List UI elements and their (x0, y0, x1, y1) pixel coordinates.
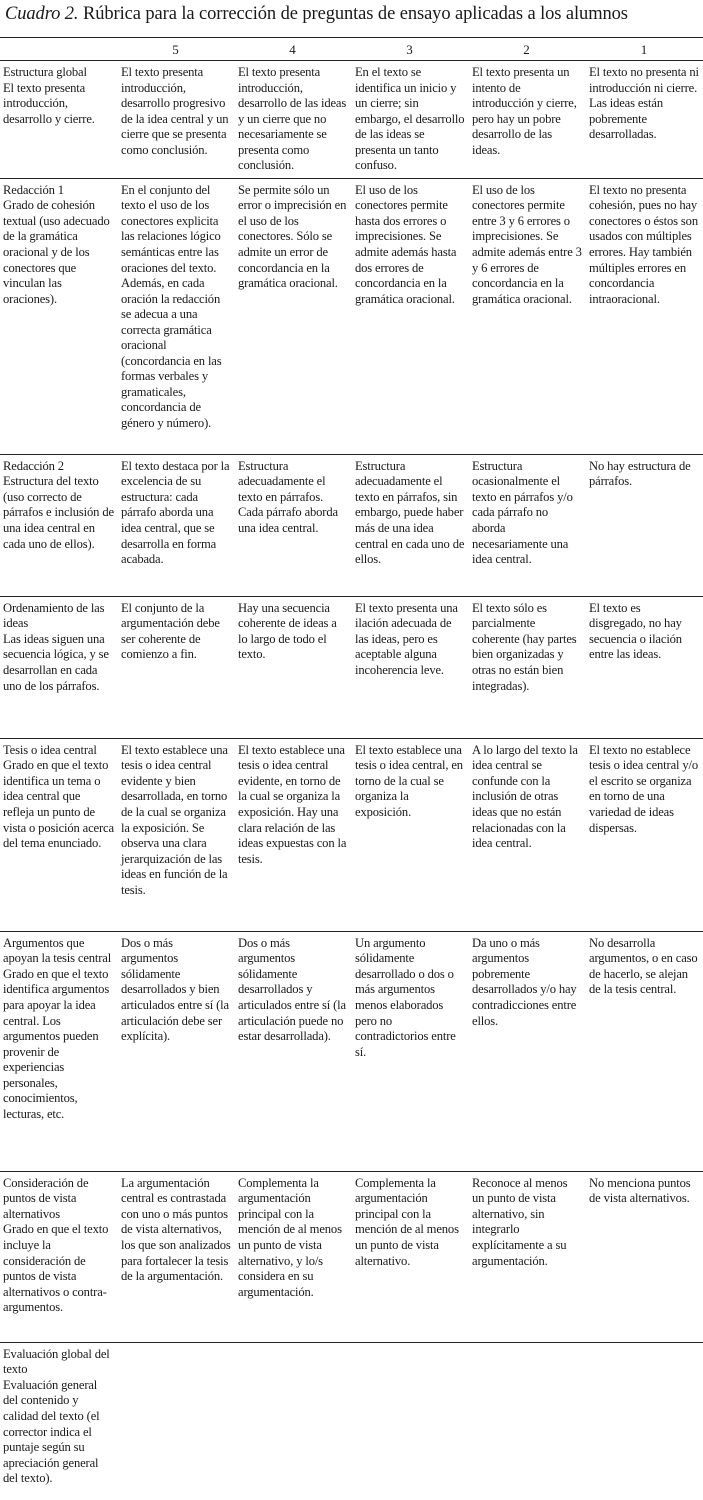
score-1-cell (585, 1342, 703, 1492)
score-3-cell: En el texto se identifica un inicio y un cierre; sin embargo, el desarrollo de las ideas se presenta un tanto confuso. (351, 61, 468, 179)
criterion-name: Redacción 1 (3, 182, 64, 197)
table-row (0, 931, 703, 1171)
header-score-3: 3 (351, 38, 468, 61)
rubric-table (0, 37, 703, 1492)
score-3-cell: El texto establece una tesis o idea central, en torno de la cual se organiza la exposición. (351, 738, 468, 931)
criterion-description: Grado en que el texto identifica argumentos para apoyar la idea central. Los argumentos pueden provenir de experiencias personales, conocimientos, lecturas, etc. (3, 966, 110, 1121)
score-5-cell: El texto establece una tesis o idea central evidente y bien desarrollada, en torno de la cual se organiza la exposición. Se observa una clara jerarquización de las ideas en función de la tesis. (117, 738, 234, 931)
score-1-cell: No menciona puntos de vista alternativos. (585, 1171, 703, 1342)
score-5-cell: La argumentación central es contrastada con uno o más puntos de vista alternativos, los que son analizados para fortalecer la tesis de la argumentación. (117, 1171, 234, 1342)
table-row (0, 596, 703, 738)
table-row (0, 1171, 703, 1342)
table-row (0, 454, 703, 596)
score-2-cell: El texto sólo es parcialmente coherente (hay partes bien organizadas y otras no están bien integradas). (468, 596, 585, 738)
header-score-5: 5 (117, 38, 234, 61)
score-2-cell: A lo largo del texto la idea central se confunde con la inclusión de otras ideas que no están relacionadas con la idea central. (468, 738, 585, 931)
criterion-description: El texto presenta introducción, desarrollo y cierre. (3, 80, 95, 126)
score-4-cell: El texto presenta introducción, desarrollo de las ideas y un cierre que no necesariamente se presenta como conclusión. (234, 61, 351, 179)
criterion-name: Tesis o idea central (3, 742, 97, 757)
score-1-cell: No hay estructura de párrafos. (585, 454, 703, 596)
score-4-cell: Estructura adecuadamente el texto en párrafos. Cada párrafo aborda una idea central. (234, 454, 351, 596)
table-row (0, 1342, 703, 1492)
score-5-cell: Dos o más argumentos sólidamente desarrollados y bien articulados entre sí (la articulación debe ser explícita). (117, 931, 234, 1171)
score-4-cell: Complementa la argumentación principal con la mención de al menos un punto de vista alternativo, y lo/s considera en su argumentación. (234, 1171, 351, 1342)
score-5-cell: En el conjunto del texto el uso de los conectores explicita las relaciones lógico semánticas entre las oraciones del texto. Además, en cada oración la redacción se adecua a una correcta gramática oracional (concordancia en las formas verbales y gramaticales, concordancia de género y número). (117, 178, 234, 454)
score-1-cell: El texto no establece tesis o idea central y/o el escrito se organiza en torno de una variedad de ideas dispersas. (585, 738, 703, 931)
header-criterion (0, 38, 117, 61)
score-3-cell (351, 1342, 468, 1492)
score-3-cell: Un argumento sólidamente desarrollado o dos o más argumentos menos elaborados pero no contradictorios entre sí. (351, 931, 468, 1171)
header-row (0, 38, 703, 61)
criterion-description: Grado en que el texto incluye la consideración de puntos de vista alternativos o contra-argumentos. (3, 1222, 109, 1315)
score-2-cell: Da uno o más argumentos pobremente desarrollados y/o hay contradicciones entre ellos. (468, 931, 585, 1171)
criterion-name: Estructura global (3, 65, 87, 79)
score-5-cell (117, 1342, 234, 1492)
caption-title: Rúbrica para la corrección de preguntas de ensayo aplicadas a los alumnos (82, 4, 628, 24)
table-row (0, 61, 703, 179)
criterion-description: Las ideas siguen una secuencia lógica, y se desarrollan en cada uno de los párrafos. (3, 631, 109, 693)
criterion-cell (0, 61, 117, 179)
score-1-cell: No desarrolla argumentos, o en caso de hacerlo, se alejan de la tesis central. (585, 931, 703, 1171)
criterion-cell (0, 178, 117, 454)
caption-label: Cuadro 2. (5, 4, 79, 24)
score-2-cell: Reconoce al menos un punto de vista alternativo, sin integrarlo explícitamente a su argumentación. (468, 1171, 585, 1342)
criterion-description: Grado en que el texto identifica un tema o idea central que refleja un punto de vista o posición acerca del tema enunciado. (3, 758, 114, 851)
table-row (0, 738, 703, 931)
criterion-cell (0, 931, 117, 1171)
score-1-cell: El texto es disgregado, no hay secuencia o ilación entre las ideas. (585, 596, 703, 738)
criterion-description: Grado de cohesión textual (uso adecuado de la gramática oracional y de los conectores que vinculan las oraciones). (3, 198, 110, 306)
score-1-cell: El texto no presenta ni introducción ni cierre. Las ideas están pobremente desarrolladas. (585, 61, 703, 179)
score-5-cell: El texto destaca por la excelencia de su estructura: cada párrafo aborda una idea central, que se desarrolla en forma acabada. (117, 454, 234, 596)
criterion-name: Ordenamiento de las ideas (3, 600, 105, 631)
criterion-description: Estructura del texto (uso correcto de párrafos e inclusión de una idea central en cada uno de ellos). (3, 474, 114, 551)
criterion-name: Evaluación global del texto (3, 1346, 110, 1377)
criterion-cell (0, 1342, 117, 1492)
header-score-4: 4 (234, 38, 351, 61)
score-4-cell: Hay una secuencia coherente de ideas a lo largo de todo el texto. (234, 596, 351, 738)
table-caption (5, 3, 703, 25)
criterion-cell (0, 1171, 117, 1342)
score-2-cell: Estructura ocasionalmente el texto en párrafos y/o cada párrafo no aborda necesariamente una idea central. (468, 454, 585, 596)
score-3-cell: Complementa la argumentación principal con la mención de al menos un punto de vista alternativo. (351, 1171, 468, 1342)
score-2-cell: El texto presenta un intento de introducción y cierre, pero hay un pobre desarrollo de las ideas. (468, 61, 585, 179)
criterion-cell (0, 454, 117, 596)
criterion-name: Consideración de puntos de vista alternativos (3, 1175, 89, 1221)
criterion-cell (0, 738, 117, 931)
score-4-cell: Se permite sólo un error o imprecisión en el uso de los conectores. Sólo se admite un error de concordancia en la gramática oracional. (234, 178, 351, 454)
score-4-cell: Dos o más argumentos sólidamente desarrollados y articulados entre sí (la articulación puede no estar desarrollada). (234, 931, 351, 1171)
table-row (0, 178, 703, 454)
criterion-name: Argumentos que apoyan la tesis central (3, 935, 112, 966)
score-4-cell: El texto establece una tesis o idea central evidente, en torno de la cual se organiza la exposición. Hay una clara relación de las ideas expuestas con la tesis. (234, 738, 351, 931)
score-5-cell: El conjunto de la argumentación debe ser coherente de comienzo a fin. (117, 596, 234, 738)
score-1-cell: El texto no presenta cohesión, pues no hay conectores o éstos son usados con múltiples errores. Hay también múltiples errores en concordancia intraoracional. (585, 178, 703, 454)
criterion-description: Evaluación general del contenido y calidad del texto (el corrector indica el puntaje según su apreciación general del texto). (3, 1377, 100, 1486)
criterion-cell (0, 596, 117, 738)
header-score-1: 1 (585, 38, 703, 61)
criterion-name: Redacción 2 (3, 458, 64, 473)
score-2-cell: El uso de los conectores permite entre 3 y 6 errores o imprecisiones. Se admite además entre 3 y 6 errores de concordancia en la gramática oracional. (468, 178, 585, 454)
score-5-cell: El texto presenta introducción, desarrollo progresivo de la idea central y un cierre que se presenta como conclusión. (117, 61, 234, 179)
score-3-cell: Estructura adecuadamente el texto en párrafos, sin embargo, puede haber más de una idea central en cada uno de ellos. (351, 454, 468, 596)
header-score-2: 2 (468, 38, 585, 61)
score-3-cell: El texto presenta una ilación adecuada de las ideas, pero es aceptable alguna incoherencia leve. (351, 596, 468, 738)
score-2-cell (468, 1342, 585, 1492)
score-4-cell (234, 1342, 351, 1492)
score-3-cell: El uso de los conectores permite hasta dos errores o imprecisiones. Se admite además hasta dos errores de concordancia en la gramática oracional. (351, 178, 468, 454)
